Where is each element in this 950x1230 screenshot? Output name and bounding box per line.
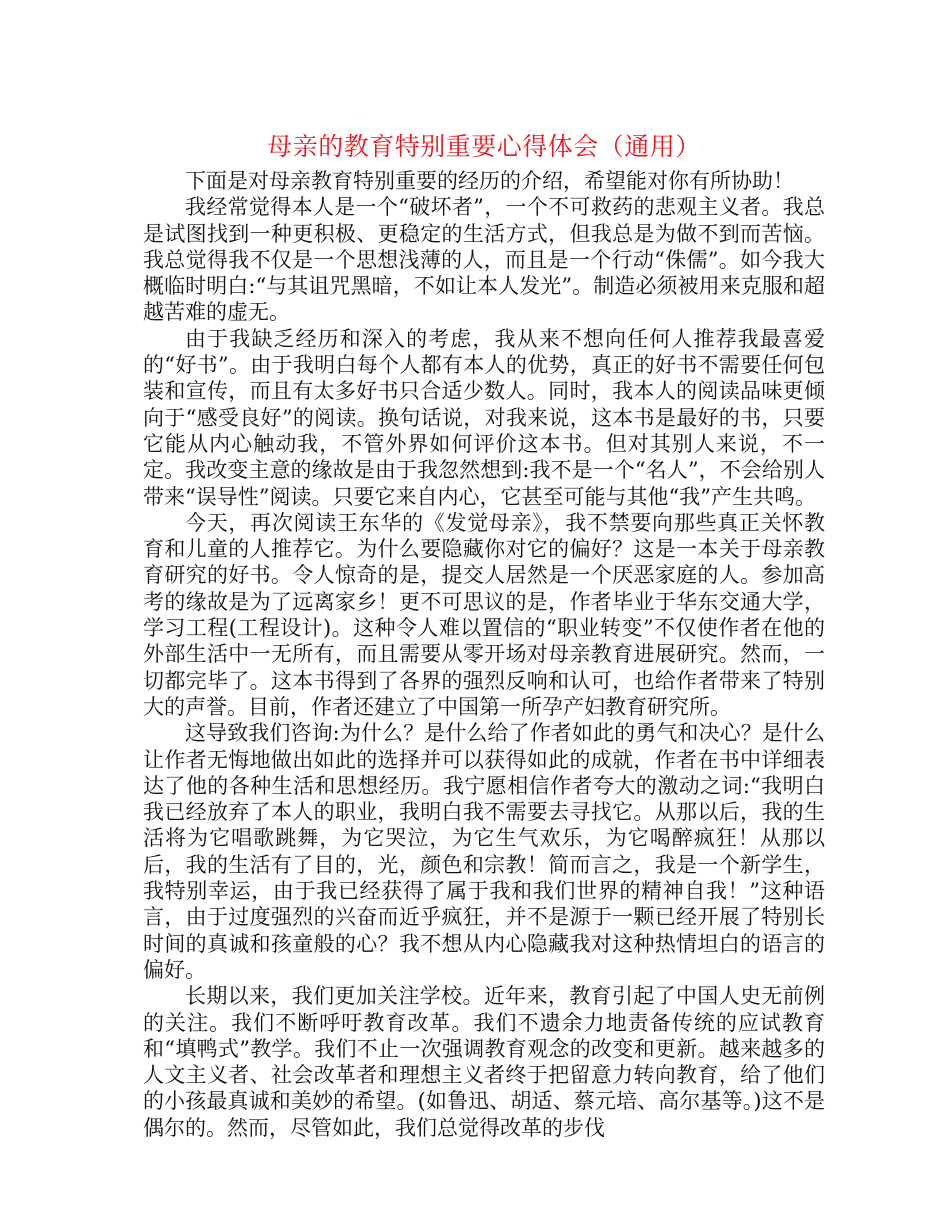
paragraph-5: 这导致我们咨询:为什么？是什么给了作者如此的勇气和决心？是什么让作者无悔地做出如此的选择并可以获得如此的成就，作者在书中详细表达了他的各种生活和思想经历。我宁愿相信作者夸大的激动之词:“我明白我已经放弃了本人的职业，我明白我不需要去寻找它。从那以后，我的生活将为它唱歌跳舞，为它哭泣，为它生气欢乐，为它喝醉疯狂！从那以后，我的生活有了目的，光，颜色和宗教！简而言之，我是一个新学生，我特别幸运，由于我已经获得了属于我和我们世界的精神自我！”这种语言，由于过度强烈的兴奋而近乎疯狂，并不是源于一颗已经开展了特别长时间的真诚和孩童般的心？我不想从内心隐藏我对这种热情坦白的语言的偏好。	[143, 721, 825, 982]
document-title: 母亲的教育特别重要心得体会（通用）	[267, 132, 701, 161]
paragraph-2: 我经常觉得本人是一个“破坏者”，一个不可救药的悲观主义者。我总是试图找到一种更积极、更稳定的生活方式，但我总是为做不到而苦恼。我总觉得我不仅是一个思想浅薄的人，而且是一个行动“侏儒”。如今我大概临时明白:“与其诅咒黑暗，不如让本人发光”。制造必须被用来克服和超越苦难的虚无。	[143, 195, 825, 325]
paragraph-3: 由于我缺乏经历和深入的考虑，我从来不想向任何人推荐我最喜爱的“好书”。由于我明白每个人都有本人的优势，真正的好书不需要任何包装和宣传，而且有太多好书只合适少数人。同时，我本人的阅读品味更倾向于“感受良好”的阅读。换句话说，对我来说，这本书是最好的书，只要它能从内心触动我，不管外界如何评价这本书。但对其别人来说，不一定。我改变主意的缘故是由于我忽然想到:我不是一个“名人”，不会给别人带来“误导性”阅读。只要它来自内心，它甚至可能与其他“我”产生共鸣。	[143, 326, 825, 509]
document-page	[143, 132, 825, 1141]
paragraph-4: 今天，再次阅读王东华的《发觉母亲》，我不禁要向那些真正关怀教育和儿童的人推荐它。为什么要隐藏你对它的偏好？这是一本关于母亲教育研究的好书。令人惊奇的是，提交人居然是一个厌恶家庭的人。参加高考的缘故是为了远离家乡！更不可思议的是，作者毕业于华东交通大学，学习工程(工程设计)。这种令人难以置信的“职业转变”不仅使作者在他的外部生活中一无所有，而且需要从零开场对母亲教育进展研究。然而，一切都完毕了。这本书得到了各界的强烈反响和认可，也给作者带来了特别大的声誉。目前，作者还建立了中国第一所孕产妇教育研究所。	[143, 510, 825, 719]
paragraph-intro: 下面是对母亲教育特别重要的经历的介绍，希望能对你有所协助！	[185, 169, 794, 193]
paragraph-6: 长期以来，我们更加关注学校。近年来，教育引起了中国人史无前例的关注。我们不断呼吁教育改革。我们不遗余力地责备传统的应试教育和“填鸭式”教学。我们不止一次强调教育观念的改变和更新。越来越多的人文主义者、社会改革者和理想主义者终于把留意力转向教育，给了他们的小孩最真诚和美妙的希望。(如鲁迅、胡适、蔡元培、高尔基等。)这不是偶尔的。然而，尽管如此，我们总觉得改革的步伐	[143, 984, 825, 1140]
